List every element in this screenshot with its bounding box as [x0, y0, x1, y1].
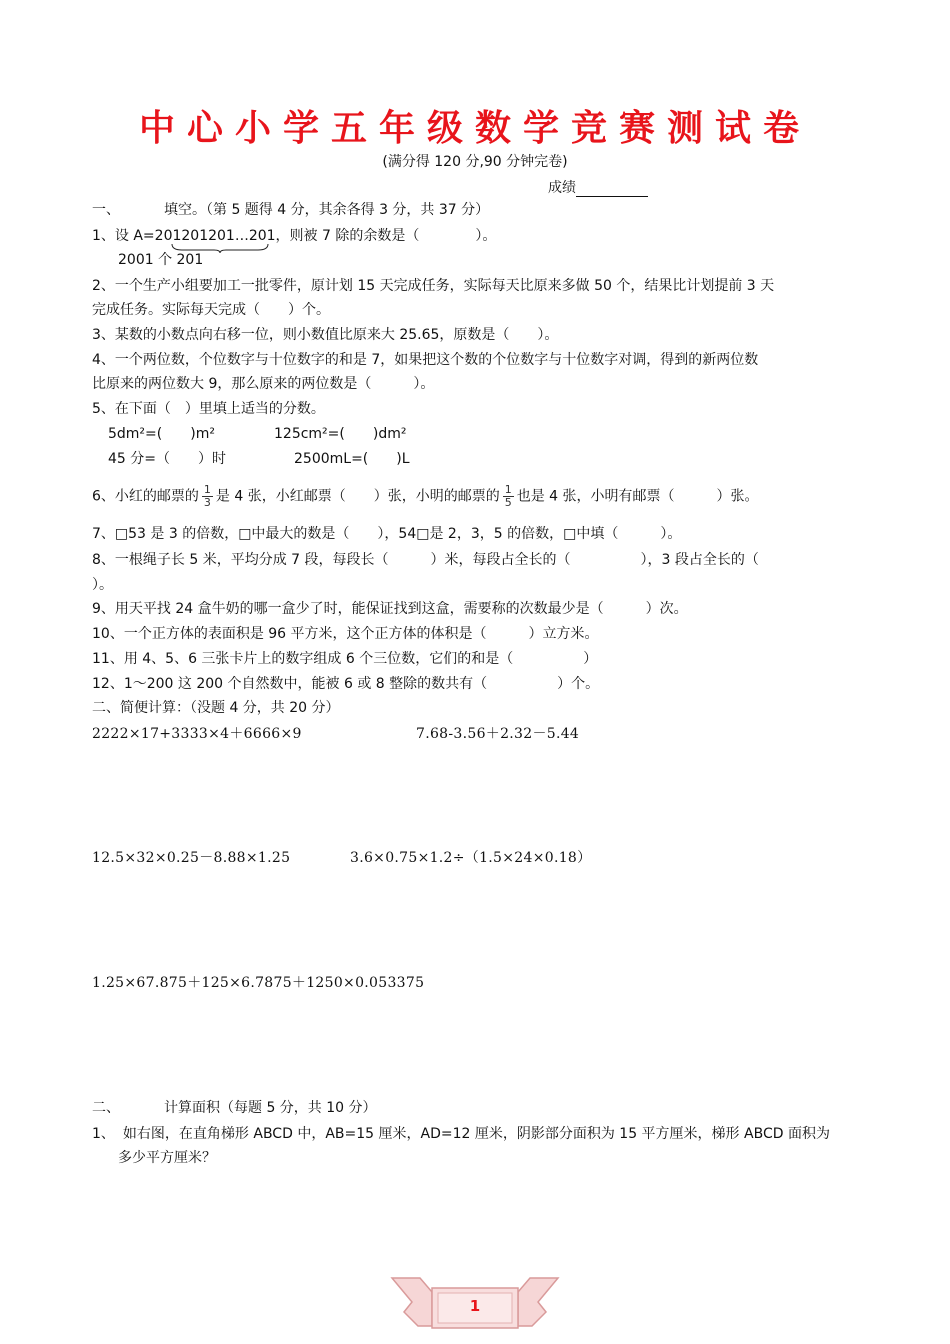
area-question-1-line2: 多少平方厘米？ [118, 1150, 216, 1166]
area-question-1-num: 1、 [92, 1126, 115, 1142]
section2-heading: 二、简便计算：（没题 4 分，共 20 分） [92, 700, 340, 716]
question-3: 3、某数的小数点向右移一位，则小数值比原来大 25.65，原数是（ ）。 [92, 327, 559, 343]
question-8-line2: ）。 [92, 577, 113, 593]
fraction-denominator: 3 [203, 496, 211, 509]
expression-3: 12.5×32×0.25－8.88×1.25 [92, 850, 291, 866]
question-6-part2: 是 4 张，小红邮票（ ）张，小明的邮票的 [215, 488, 500, 505]
fraction-one-third [202, 484, 213, 509]
section1-heading-num: 一、 [92, 202, 120, 218]
question-10: 10、一个正方体的表面积是 96 平方米，这个正方体的体积是（ ）立方米。 [92, 626, 599, 642]
fraction-denominator: 5 [504, 496, 512, 509]
fraction-numerator: 1 [203, 483, 211, 496]
subtitle: (满分得 120 分,90 分钟完卷) [382, 154, 568, 170]
question-9: 9、用天平找 24 盒牛奶的哪一盒少了时，能保证找到这盒，需要称的次数最少是（ ）次。 [92, 601, 688, 617]
question-4-line1: 4、一个两位数，个位数字与十位数字的和是 7，如果把这个数的个位数字与十位数字对调，得到的新两位数 [92, 352, 759, 368]
section1-heading-text: 填空。（第 5 题得 4 分，其余各得 3 分，共 37 分） [164, 202, 490, 218]
question-6 [92, 484, 759, 509]
area-question-1-line1: 如右图，在直角梯形 ABCD 中，AB=15 厘米，AD=12 厘米，阴影部分面积为 15 平方厘米，梯形 ABCD 面积为 [122, 1126, 830, 1142]
section3-heading [92, 1098, 377, 1118]
question-4-line2: 比原来的两位数大 9，那么原来的两位数是（ ）。 [92, 376, 435, 392]
expression-1: 2222×17+3333×4＋6666×9 [92, 726, 302, 742]
score-blank[interactable] [576, 180, 648, 197]
question-2-line1: 2、一个生产小组要加工一批零件，原计划 15 天完成任务，实际每天比原来多做 50 个，结果比计划提前 3 天 [92, 278, 775, 294]
question-8-line1: 8、一根绳子长 5 米，平均分成 7 段，每段长（ ）米，每段占全长的（ ），3 段占全长的（ [92, 552, 759, 568]
question-11: 11、用 4、5、6 三张卡片上的数字组成 6 个三位数，它们的和是（ ） [92, 651, 598, 667]
question-5-item3: 45 分=（ ）时 [108, 451, 226, 467]
section3-heading-text: 计算面积（每题 5 分，共 10 分） [164, 1100, 377, 1116]
page-title: 中心小学五年级数学竞赛测试卷 [138, 107, 811, 149]
question-5-item1: 5dm²=( )m² [108, 426, 215, 442]
score-label: 成绩 [548, 180, 576, 196]
fraction-one-fifth [503, 484, 514, 509]
expression-5: 1.25×67.875＋125×6.7875＋1250×0.053375 [92, 975, 425, 991]
question-6-part1: 6、小红的邮票的 [92, 488, 199, 505]
question-6-part3: 也是 4 张，小明有邮票（ ）张。 [516, 488, 759, 505]
question-1: 1、设 A=201201201…201，则被 7 除的余数是（ ）。 [92, 228, 497, 244]
expression-4: 3.6×0.75×1.2÷（1.5×24×0.18） [350, 850, 592, 866]
question-2-line2: 完成任务。实际每天完成（ ）个。 [92, 302, 330, 318]
section1-heading [92, 200, 489, 220]
fraction-numerator: 1 [504, 483, 512, 496]
question-12: 12、1～200 这 200 个自然数中，能被 6 或 8 整除的数共有（ ）个。 [92, 676, 600, 692]
question-7: 7、□53 是 3 的倍数，□中最大的数是（ ），54□是 2，3，5 的倍数，□中填（ ）。 [92, 526, 682, 542]
expression-2: 7.68-3.56＋2.32－5.44 [416, 726, 580, 742]
section3-heading-num: 二、 [92, 1100, 120, 1116]
score-field [548, 177, 648, 197]
area-question-1 [92, 1124, 830, 1144]
question-5-item2: 125cm²=( )dm² [274, 426, 407, 442]
question-5-item4: 2500mL=( )L [294, 451, 410, 467]
question-1-brace-label: 2001 个 201 [118, 252, 204, 268]
question-5: 5、在下面（ ）里填上适当的分数。 [92, 401, 325, 417]
page-number: 1 [469, 1297, 481, 1315]
